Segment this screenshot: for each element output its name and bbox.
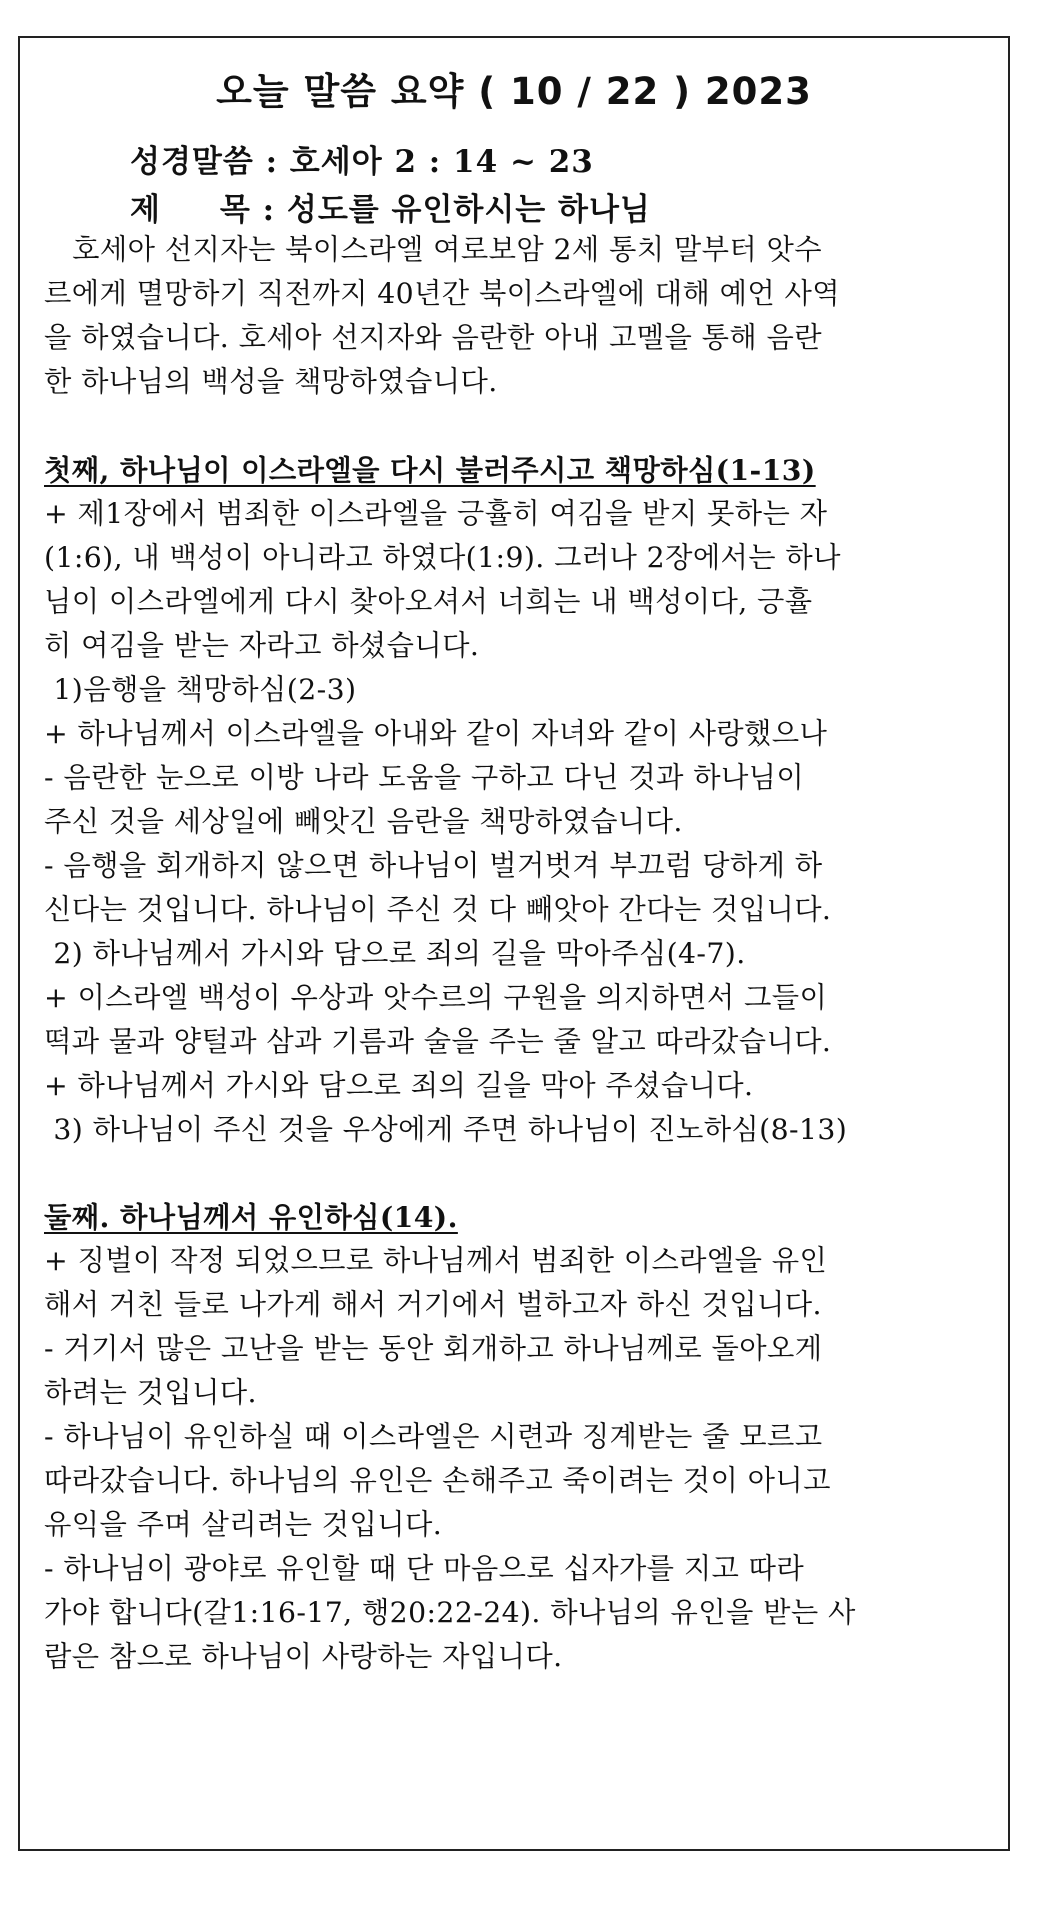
section-1-line: 신다는 것입니다. 하나님이 주신 것 다 빼앗아 간다는 것입니다. (44, 893, 832, 926)
sermon-summary-document (18, 36, 1010, 1851)
section-1-line: (1:6), 내 백성이 아니라고 하였다(1:9). 그러나 2장에서는 하나 (44, 541, 841, 574)
section-2-line: 람은 참으로 하나님이 사랑하는 자입니다. (44, 1640, 563, 1673)
section-1-line: 히 여김을 받는 자라고 하셨습니다. (44, 629, 480, 662)
section-2-line: 따라갔습니다. 하나님의 유인은 손해주고 죽이려는 것이 아니고 (44, 1464, 831, 1497)
section-2-line: - 거기서 많은 고난을 받는 동안 회개하고 하나님께로 돌아오게 (44, 1332, 823, 1365)
section-1-line: + 하나님께서 이스라엘을 아내와 같이 자녀와 같이 사랑했으나 (44, 717, 828, 750)
section-1-subheading: 3) 하나님이 주신 것을 우상에게 주면 하나님이 진노하심(8-13) (44, 1113, 848, 1146)
section-2-line: 해서 거친 들로 나가게 해서 거기에서 벌하고자 하신 것입니다. (44, 1288, 822, 1321)
section-1-line: - 음란한 눈으로 이방 나라 도움을 구하고 다닌 것과 하나님이 (44, 761, 805, 794)
sermon-subject: 제 목 : 성도를 유인하시는 하나님 (130, 192, 651, 228)
intro-line: 을 하였습니다. 호세아 선지자와 음란한 아내 고멜을 통해 음란 (44, 321, 822, 354)
section-1-line: 주신 것을 세상일에 빼앗긴 음란을 책망하였습니다. (44, 805, 683, 838)
section-1-line: + 이스라엘 백성이 우상과 앗수르의 구원을 의지하면서 그들이 (44, 981, 828, 1014)
scripture-reference: 성경말씀 : 호세아 2 : 14 ~ 23 (130, 144, 594, 180)
section-1-subheading: 1)음행을 책망하심(2-3) (44, 673, 357, 706)
section-2-line: - 하나님이 유인하실 때 이스라엘은 시련과 징계받는 줄 모르고 (44, 1420, 823, 1453)
section-2-heading: 둘째. 하나님께서 유인하심(14). (44, 1200, 458, 1234)
section-2-line: 하려는 것입니다. (44, 1376, 257, 1409)
section-1-line: 떡과 물과 양털과 삼과 기름과 술을 주는 줄 알고 따라갔습니다. (44, 1025, 832, 1058)
section-2-line: + 징벌이 작정 되었으므로 하나님께서 범죄한 이스라엘을 유인 (44, 1244, 828, 1277)
section-1-line: + 하나님께서 가시와 담으로 죄의 길을 막아 주셨습니다. (44, 1069, 754, 1102)
page-title: 오늘 말씀 요약 ( 10 / 22 ) 2023 (216, 70, 812, 113)
intro-line: 한 하나님의 백성을 책망하였습니다. (44, 365, 498, 398)
section-2-line: - 하나님이 광야로 유인할 때 단 마음으로 십자가를 지고 따라 (44, 1552, 805, 1585)
intro-line: 호세아 선지자는 북이스라엘 여로보암 2세 통치 말부터 앗수 (44, 233, 822, 266)
section-2-line: 유익을 주며 살리려는 것입니다. (44, 1508, 443, 1541)
section-1-line: + 제1장에서 범죄한 이스라엘을 긍휼히 여김을 받지 못하는 자 (44, 497, 828, 530)
intro-line: 르에게 멸망하기 직전까지 40년간 북이스라엘에 대해 예언 사역 (44, 277, 840, 310)
section-1-line: 님이 이스라엘에게 다시 찾아오셔서 너희는 내 백성이다, 긍휼 (44, 585, 813, 618)
section-1-heading: 첫째, 하나님이 이스라엘을 다시 불러주시고 책망하심(1-13) (44, 453, 816, 487)
section-1-line: - 음행을 회개하지 않으면 하나님이 벌거벗겨 부끄럼 당하게 하 (44, 849, 823, 882)
section-1-subheading: 2) 하나님께서 가시와 담으로 죄의 길을 막아주심(4-7). (44, 937, 746, 970)
section-2-line: 가야 합니다(갈1:16-17, 행20:22-24). 하나님의 유인을 받는 사 (44, 1596, 856, 1629)
